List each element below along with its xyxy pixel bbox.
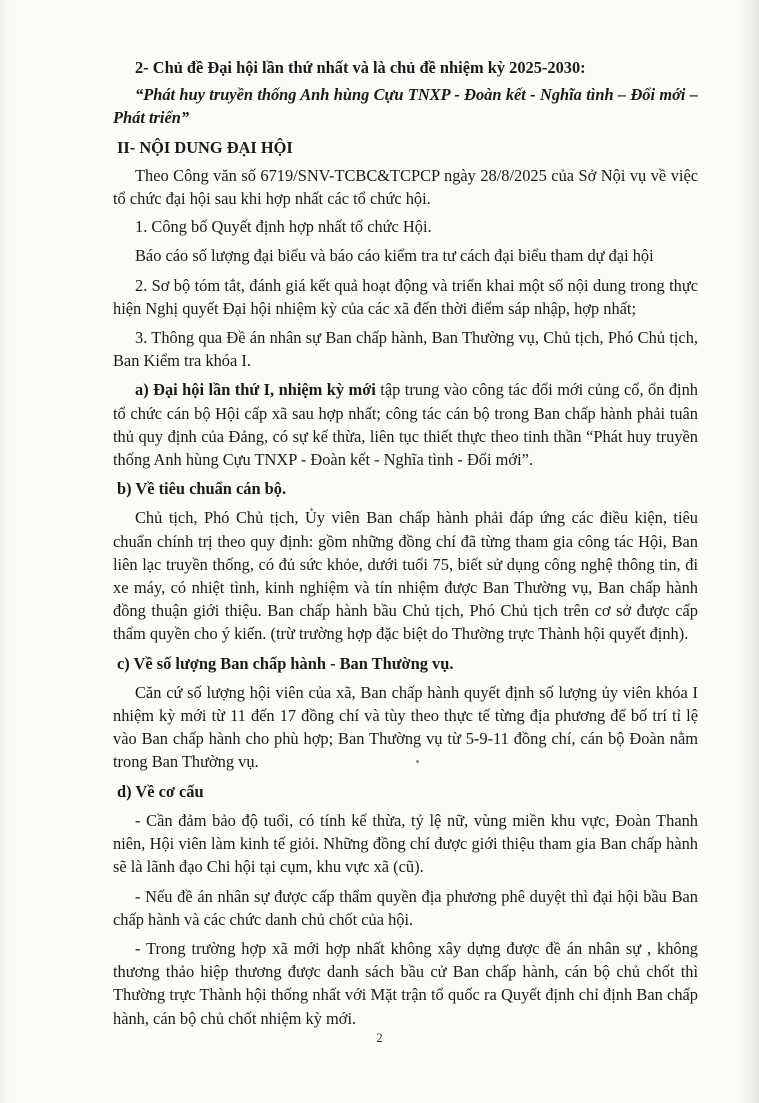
section-a-text: tập trung vào công tác đổi mới củng cố, ổn định tổ chức cán bộ Hội cấp xã sau hợp nhất; công tác cán bộ trong Ban chấp hành phải tuân thủ quy định của Đảng, có sự kế thừa, liên tục thiết thực theo tinh thần “Phát huy truyền thống Anh hùng Cựu TNXP - Đoàn kết - Nghĩa tình - Đổi mới”. <box>113 380 698 470</box>
theme-heading: 2- Chủ đề Đại hội lần thứ nhất và là chủ đề nhiệm kỳ 2025-2030: <box>135 58 586 77</box>
scan-shadow-right <box>737 0 759 1103</box>
section-b-heading: b) Về tiêu chuẩn cán bộ. <box>117 479 287 499</box>
document-body <box>113 50 698 1030</box>
scan-shadow-left <box>0 0 10 1103</box>
page-number: 2 <box>376 1030 383 1045</box>
section-a <box>113 378 698 471</box>
section-heading: II- NỘI DUNG ĐẠI HỘI <box>117 137 293 157</box>
theme-quote: “Phát huy truyền thống Anh hùng Cựu TNXP - Đoàn kết - Nghĩa tình – Đổi mới – Phát triển” <box>113 85 698 128</box>
section-d-text-3: - Trong trường hợp xã mới hợp nhất không xây dựng được đề án nhân sự , không thương thảo hiệp thương được danh sách bầu cử Ban chấp hành, cán bộ chủ chốt thì Thường trực Thành hội thống nhất với Mặt trận tổ quốc ra Quyết định chỉ định Ban chấp hành, cán bộ chủ chốt nhiệm kỳ mới. <box>113 938 698 1028</box>
section-a-lead: a) Đại hội lần thứ I, nhiệm kỳ mới <box>135 380 376 400</box>
item-1-report: Báo cáo số lượng đại biểu và báo cáo kiểm tra tư cách đại biểu tham dự đại hội <box>135 246 654 266</box>
section-d-text-1: - Cần đảm bảo độ tuổi, có tính kế thừa, tỷ lệ nữ, vùng miền khu vực, Đoàn Thanh niên, Hội viên làm kinh tế giỏi. Những đồng chí được giới thiệu tham gia Ban chấp hành sẽ là lãnh đạo Chi hội tại cụm, khu vực xã (cũ). <box>113 810 698 877</box>
section-d-heading: d) Về cơ cấu <box>117 781 204 801</box>
section-c-heading: c) Về số lượng Ban chấp hành - Ban Thường vụ. <box>117 653 454 673</box>
intro-paragraph: Theo Công văn số 6719/SNV-TCBC&TCPCP ngày 28/8/2025 của Sở Nội vụ về việc tổ chức đại hội sau khi hợp nhất các tổ chức hội. <box>113 165 698 209</box>
item-1: 1. Công bố Quyết định hợp nhất tổ chức Hội. <box>135 217 432 237</box>
section-c-text: Căn cứ số lượng hội viên của xã, Ban chấp hành quyết định số lượng ủy viên khóa I nhiệm kỳ mới từ 11 đến 17 đồng chí và tùy theo thực tế từng địa phương để bố trí tỉ lệ vào Ban chấp hành cho phù hợp; Ban Thường vụ từ 5-9-11 đồng chí, cán bộ Đoàn nằm trong Ban Thường vụ. <box>113 682 698 772</box>
scan-speck <box>416 760 419 763</box>
item-2: 2. Sơ bộ tóm tắt, đánh giá kết quả hoạt động và triển khai một số nội dung trong thực hiện Nghị quyết Đại hội nhiệm kỳ của các xã đến thời điểm sáp nhập, hợp nhất; <box>113 275 698 318</box>
section-d-text-2: - Nếu đề án nhân sự được cấp thẩm quyền địa phương phê duyệt thì đại hội bầu Ban chấp hành và các chức danh chủ chốt của hội. <box>113 886 698 929</box>
section-b-text: Chủ tịch, Phó Chủ tịch, Ủy viên Ban chấp hành phải đáp ứng các điều kiện, tiêu chuẩn chính trị theo quy định: gồm những đồng chí đã từng tham gia công tác Hội, Ban liên lạc truyền thống, có đủ sức khỏe, dưới tuổi 75, biết sử dụng công nghệ thông tin, đi xe máy, có nhiệt tình, kinh nghiệm và tín nhiệm được Ban Thường vụ, Ban chấp hành đồng thuận giới thiệu. Ban chấp hành bầu Chủ tịch, Phó Chủ tịch trên cơ sở được cấp thẩm quyền cho ý kiến. (trừ trường hợp đặc biệt do Thường trực Thành hội quyết định). <box>113 508 698 644</box>
item-3: 3. Thông qua Đề án nhân sự Ban chấp hành, Ban Thường vụ, Chủ tịch, Phó Chủ tịch, Ban Kiểm tra khóa I. <box>113 328 698 371</box>
